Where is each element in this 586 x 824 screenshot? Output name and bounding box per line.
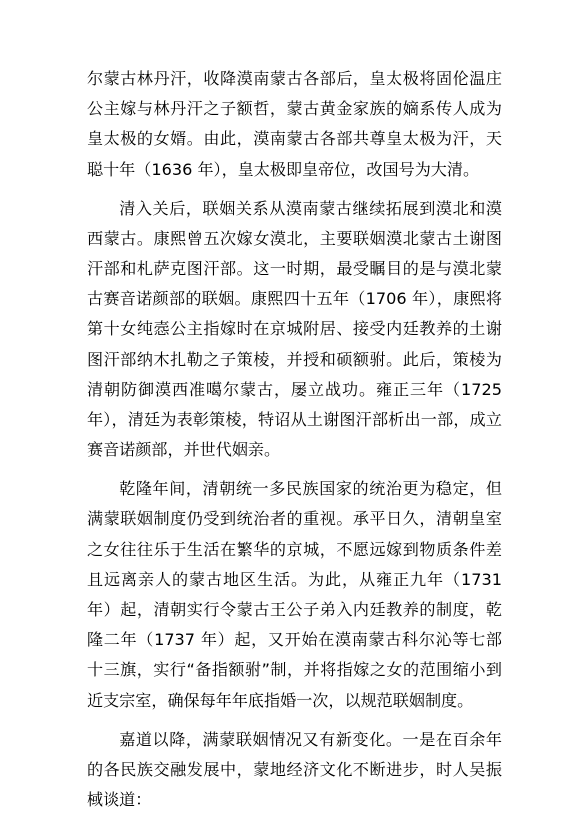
document-body [87,64,502,824]
paragraph-4: 嘉道以降，满蒙联姻情况又有新变化。一是在百余年的各民族交融发展中，蒙地经济文化不断进步，时人吴振棫谈道： [87,729,502,810]
paragraph-2: 清入关后，联姻关系从漠南蒙古继续拓展到漠北和漠西蒙古。康熙曾五次嫁女漠北，主要联姻漠北蒙古土谢图汗部和札萨克图汗部。这一时期，最受瞩目的是与漠北蒙古赛音诺颜部的联姻。康熙四十五年（1706 年），康熙将第十女纯悫公主指嫁时在京城附居、接受内廷教养的土谢图汗部纳木扎勒之子策棱，并授和硕额驸。此后，策棱为清朝防御漠西准噶尔蒙古，屡立战功。雍正三年（1725 年），清廷为表彰策棱，特诏从土谢图汗部析出一部，成立赛音诺颜部，并世代姻亲。 [87,198,502,460]
paragraph-1: 尔蒙古林丹汗，收降漠南蒙古各部后，皇太极将固伦温庄公主嫁与林丹汗之子额哲，蒙古黄金家族的嫡系传人成为皇太极的女婿。由此，漠南蒙古各部共尊皇太极为汗，天聪十年（1636 年），皇太极即皇帝位，改国号为大清。 [87,69,502,179]
paragraph-3: 乾隆年间，清朝统一多民族国家的统治更为稳定，但满蒙联姻制度仍受到统治者的重视。承平日久，清朝皇室之女往往乐于生活在繁华的京城，不愿远嫁到物质条件差且远离亲人的蒙古地区生活。为此，从雍正九年（1731 年）起，清朝实行令蒙古王公子弟入内廷教养的制度，乾隆二年（1737 年）起，又开始在漠南蒙古科尔沁等七部十三旗，实行“备指额驸”制，并将指嫁之女的范围缩小到近支宗室，确保每年年底指婚一次，以规范联姻制度。 [87,479,502,710]
